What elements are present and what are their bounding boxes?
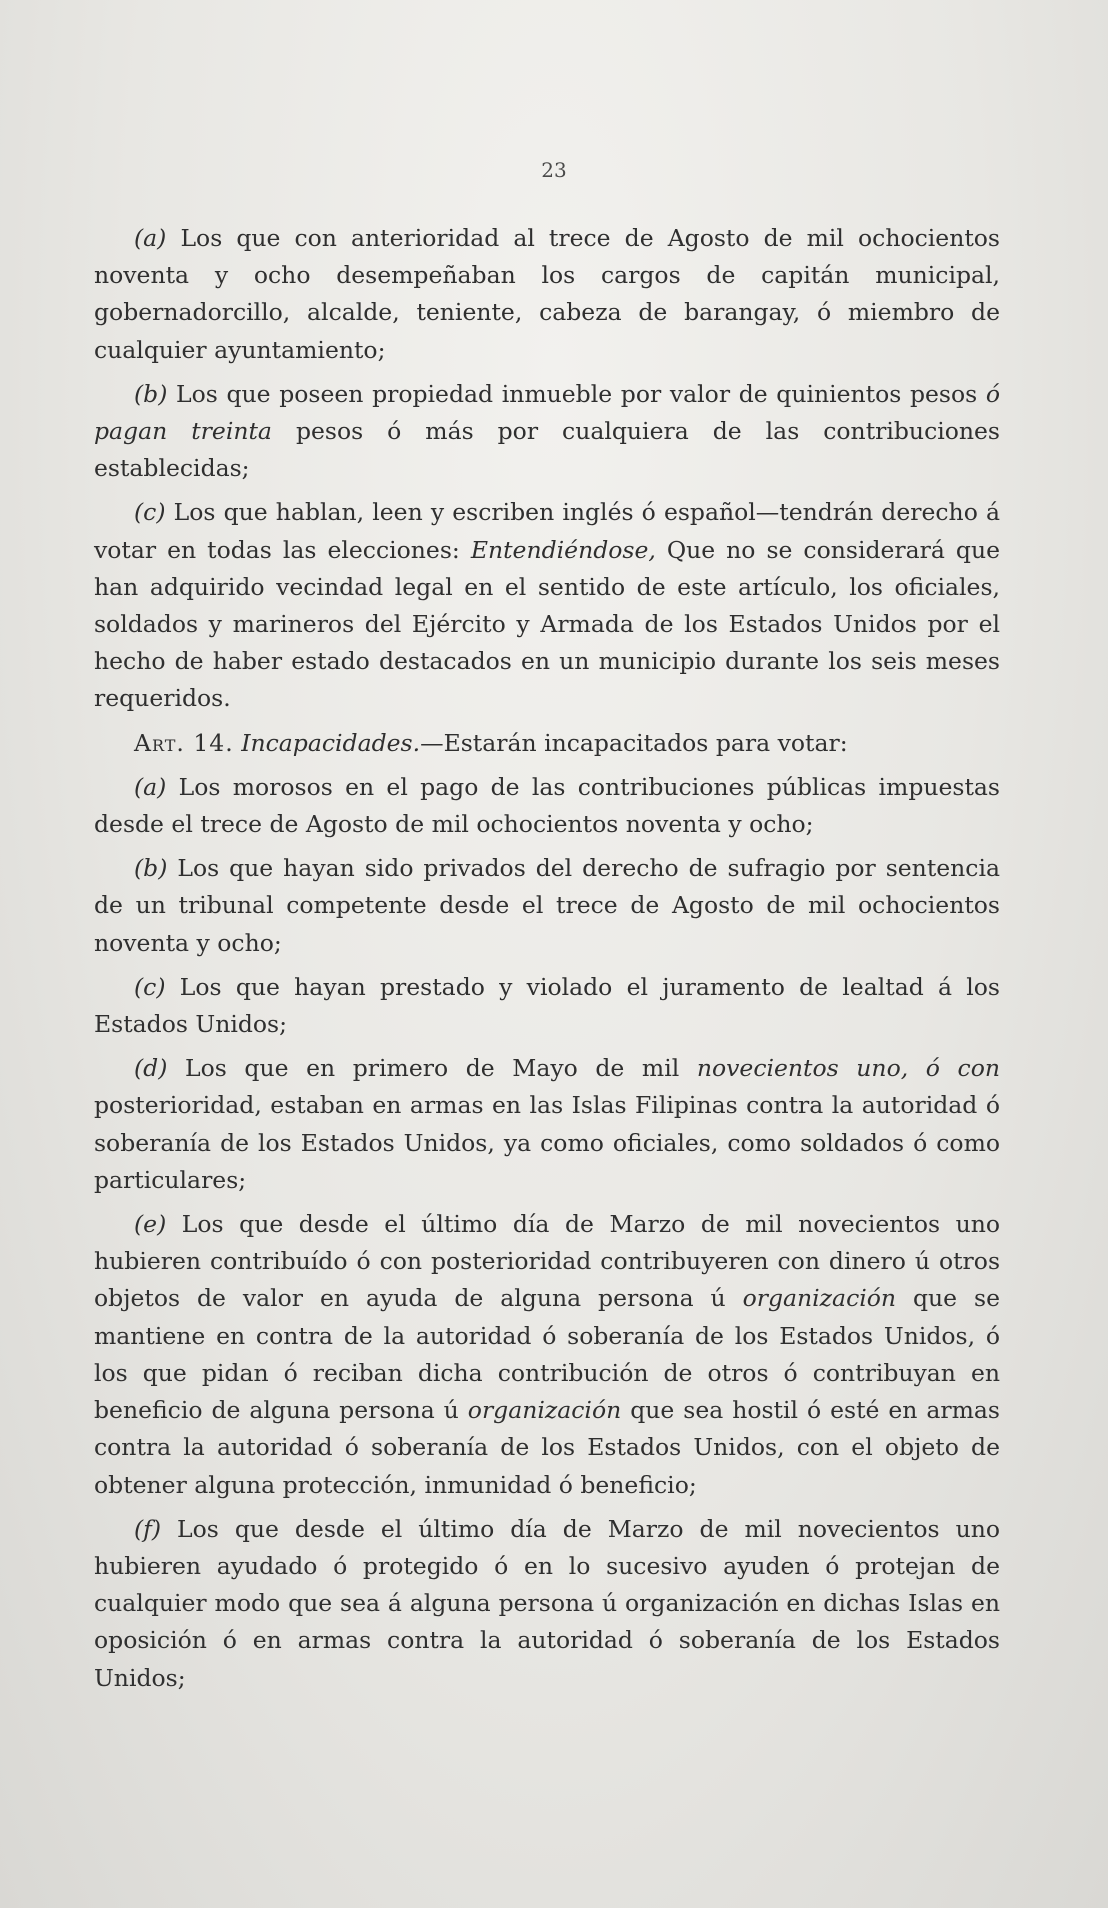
paragraph-text: Los morosos en el pago de las contribuciones públicas impuestas desde el trece de Agosto de mil ochocientos noventa y ocho; [94,772,1000,839]
paragraph-marker: (b) [134,379,168,408]
article-text: —Estarán incapacitados para votar: [420,728,848,757]
paragraph-marker: (c) [134,498,166,527]
paragraph-text: Que no se considerará que han adquirido vecindad legal en el sentido de este artículo, los oficiales, soldados y marineros del Ejército y Armada de los Estados Unidos por el hecho de haber estado destacados en un municipio durante los seis meses requeridos. [94,535,1000,713]
paragraph-marker: (a) [134,772,167,801]
paragraph-italic-text: novecientos uno, ó con [696,1054,1000,1083]
article-14-heading [94,725,1000,762]
paragraph-text: Los que hablan, leen y escriben inglés ó español—tendrán derecho á votar en todas las elecciones: [94,498,1000,564]
paragraph-text: Los que hayan prestado y violado el juramento de lealtad á los Estados Unidos; [94,972,1000,1039]
paragraph-b [94,376,1000,488]
incapacity-d [94,1050,1000,1199]
paragraph-italic-text: ó pagan treinta [94,379,1000,446]
incapacity-a [94,769,1000,843]
paragraph-text: Los que hayan sido privados del derecho de sufragio por sentencia de un tribunal competente desde el trece de Agosto de mil ochocientos noventa y ocho; [94,854,1000,957]
incapacity-c [94,969,1000,1043]
paragraph-marker: (a) [134,224,167,252]
paragraph-text: Los que desde el último día de Marzo de mil novecientos uno hubieren contribuído ó con posterioridad contribuyeren con dinero ú otros objetos de valor en ayuda de alguna persona ú [94,1210,1000,1313]
paragraph-marker: (e) [134,1210,167,1239]
paragraph-text: Los que poseen propiedad inmueble por valor de quinientos pesos [176,379,978,408]
document-body [94,220,1000,1704]
paragraph-marker: (c) [134,972,166,1001]
paragraph-text: que sea hostil ó esté en armas contra la autoridad ó soberanía de los Estados Unidos, con el objeto de obtener alguna protección, inmunidad ó beneficio; [94,1396,1000,1499]
incapacity-b [94,850,1000,962]
paragraph-italic-text: organización [742,1284,897,1313]
article-label: Art. 14. [134,728,234,757]
paragraph-marker: (f) [134,1514,162,1543]
paragraph-text: Los que con anterioridad al trece de Agosto de mil ochocientos noventa y ocho desempeñaban los cargos de capitán municipal, gobernadorcillo, alcalde, teniente, cabeza de barangay, ó miembro de cualquier ayuntamiento; [94,224,1000,364]
incapacity-e [94,1206,1000,1504]
page-number: 23 [541,158,567,182]
paragraph-text: pesos ó más por cualquiera de las contribuciones establecidas; [94,417,1000,483]
paragraph-text: posterioridad, estaban en armas en las Islas Filipinas contra la autoridad ó soberanía de los Estados Unidos, ya como oficiales, como soldados ó como particulares; [94,1091,1000,1194]
article-title: Incapacidades. [241,728,421,757]
paragraph-marker: (b) [134,854,168,883]
paragraph-text: Los que desde el último día de Marzo de mil novecientos uno hubieren ayudado ó protegido ó en lo sucesivo ayuden ó protejan de cualquier modo que sea á alguna persona ú organización en dichas Islas en oposición ó en armas contra la autoridad ó soberanía de los Estados Unidos; [94,1514,1000,1692]
paragraph-text: que se mantiene en contra de la autoridad ó soberanía de los Estados Unidos, ó los que pidan ó reciban dicha contribución de otros ó contribuyan en beneficio de alguna persona ú [94,1284,1000,1425]
incapacity-f [94,1511,1000,1697]
paragraph-text: Los que en primero de Mayo de mil [185,1054,680,1083]
paragraph-italic-text: organización [467,1396,622,1425]
paragraph-italic-text: Entendiéndose, [470,535,656,564]
paragraph-c [94,494,1000,717]
paragraph-marker: (d) [134,1054,168,1083]
paragraph-a [94,220,1000,369]
